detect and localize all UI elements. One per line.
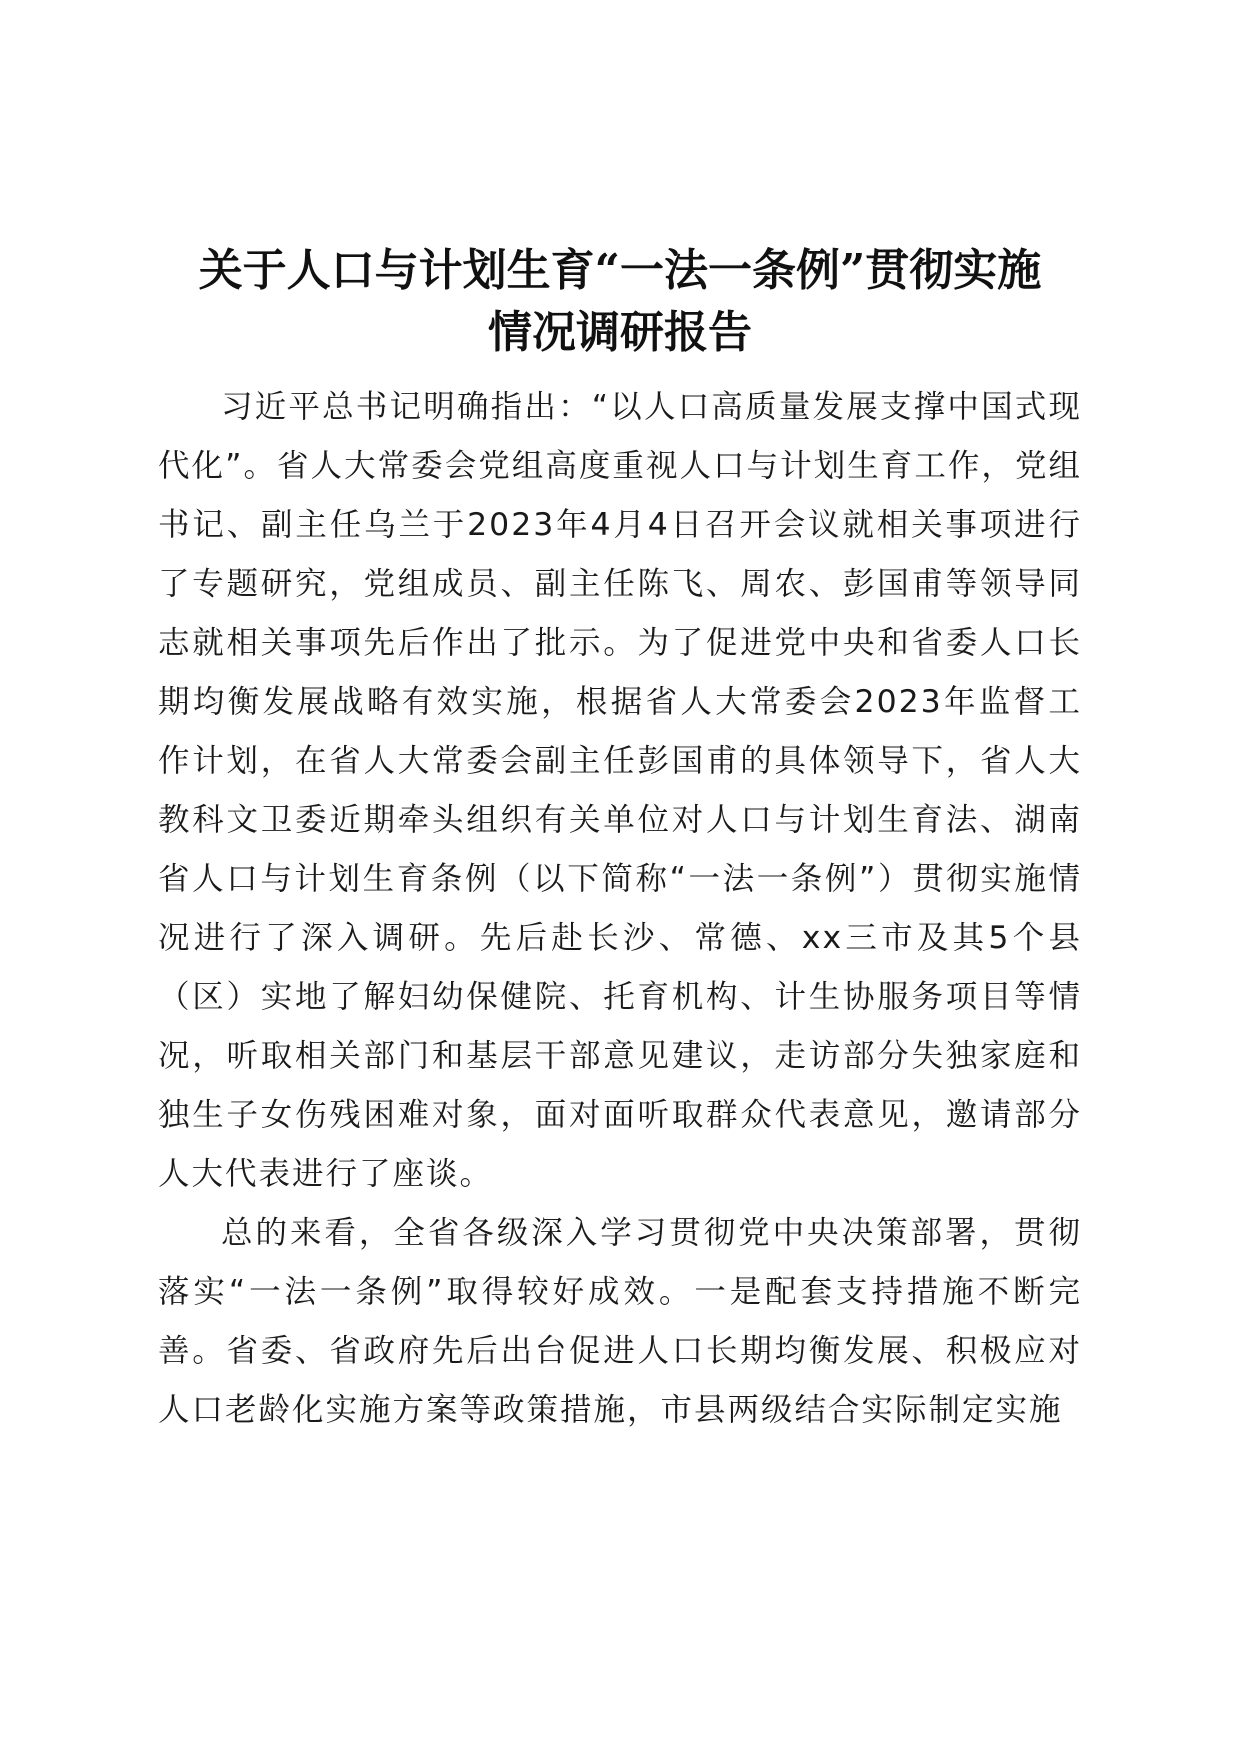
title-line-1: 关于人口与计划生育“一法一条例”贯彻实施 bbox=[198, 245, 1042, 296]
document-body bbox=[158, 378, 1082, 1440]
title-line-2: 情况调研报告 bbox=[488, 307, 752, 358]
paragraph-2: 总的来看，全省各级深入学习贯彻党中央决策部署，贯彻落实“一法一条例”取得较好成效。一是配套支持措施不断完善。省委、省政府先后出台促进人口长期均衡发展、积极应对人口老龄化实施方案等政策措施，市县两级结合实际制定实施 bbox=[158, 1215, 1082, 1428]
paragraph-1: 习近平总书记明确指出：“以人口高质量发展支撑中国式现代化”。省人大常委会党组高度重视人口与计划生育工作，党组书记、副主任乌兰于2023年4月4日召开会议就相关事项进行了专题研究，党组成员、副主任陈飞、周农、彭国甫等领导同志就相关事项先后作出了批示。为了促进党中央和省委人口长期均衡发展战略有效实施，根据省人大常委会2023年监督工作计划，在省人大常委会副主任彭国甫的具体领导下，省人大教科文卫委近期牵头组织有关单位对人口与计划生育法、湖南省人口与计划生育条例（以下简称“一法一条例”）贯彻实施情况进行了深入调研。先后赴长沙、常德、xx三市及其5个县（区）实地了解妇幼保健院、托育机构、计生协服务项目等情况，听取相关部门和基层干部意见建议，走访部分失独家庭和独生子女伤残困难对象，面对面听取群众代表意见，邀请部分人大代表进行了座谈。 bbox=[158, 389, 1082, 1192]
document-title bbox=[150, 240, 1090, 364]
